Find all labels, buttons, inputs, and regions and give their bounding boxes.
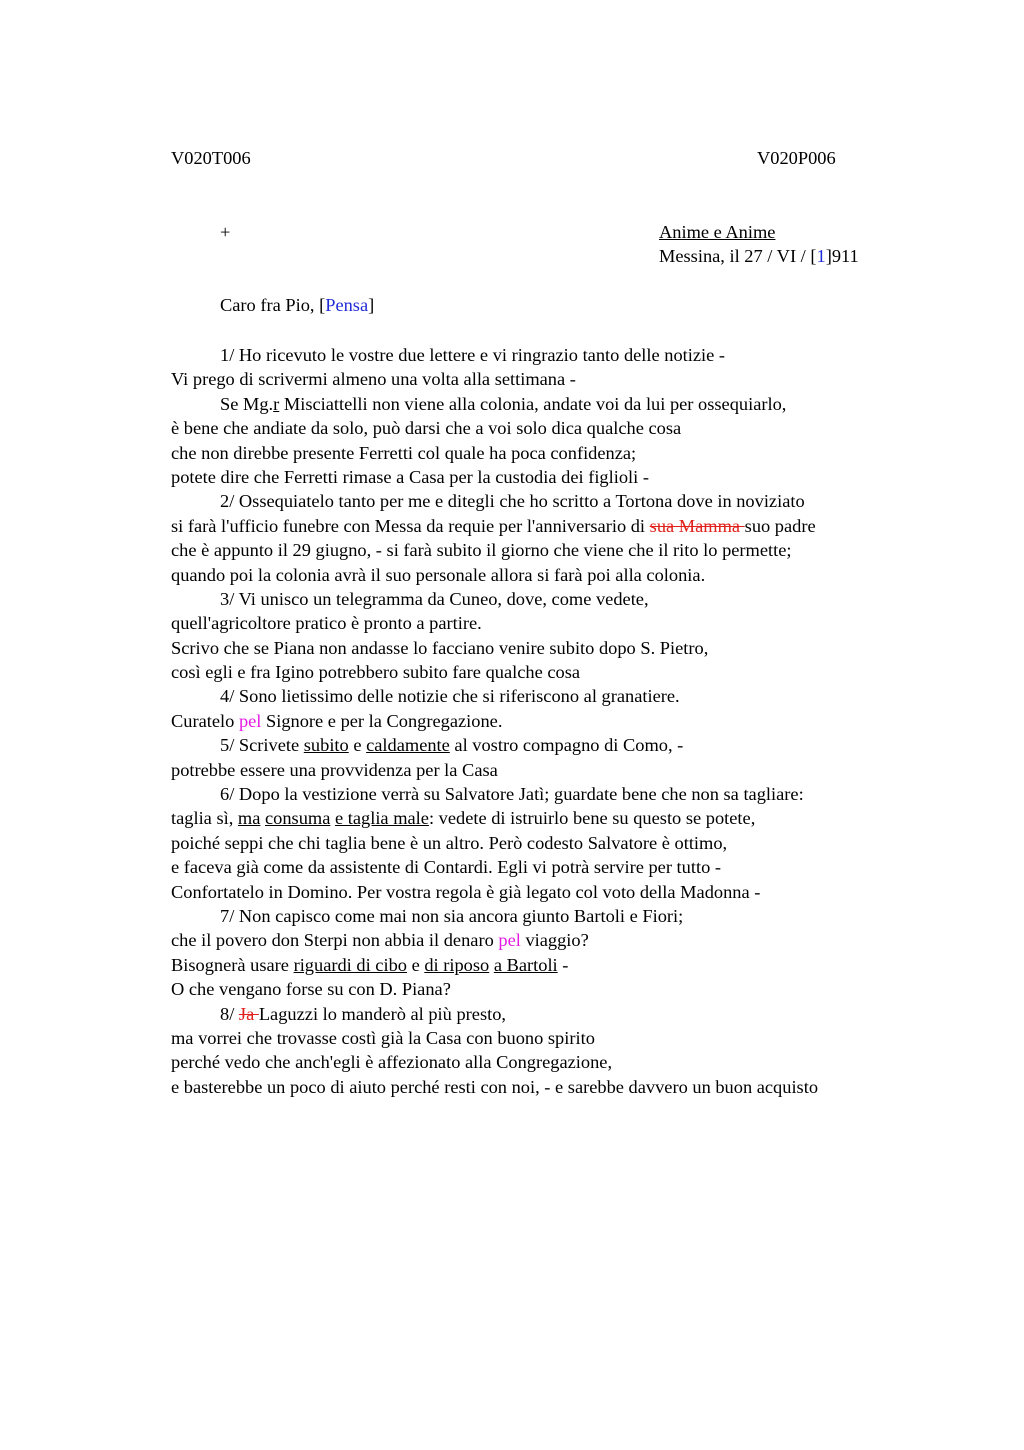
letter-body — [171, 343, 931, 1099]
right-archive-code: V020P006 — [757, 148, 836, 168]
line-segment: - — [557, 954, 569, 975]
body-line: poiché seppi che chi taglia bene è un altro. Però codesto Salvatore è ottimo, — [171, 832, 728, 853]
underlined-segment: a Bartoli — [493, 954, 558, 975]
line-segment: e — [406, 954, 425, 975]
body-line: ma vorrei che trovasse costì già la Casa con buono spirito — [171, 1027, 595, 1048]
line-segment: 8/ — [220, 1003, 239, 1024]
line-segment: Misciattelli non viene alla colonia, andate voi da lui per ossequiarlo, — [279, 393, 787, 414]
line-segment: 5/ Scrivete — [220, 735, 304, 756]
body-line: che non direbbe presente Ferretti col quale ha poca confidenza; — [171, 442, 637, 463]
body-line: è bene che andiate da solo, può darsi che a voi solo dica qualche cosa — [171, 418, 682, 439]
line-segment: Laguzzi lo manderò al più presto, — [258, 1003, 506, 1024]
body-line: che è appunto il 29 giugno, - si farà subito il giorno che viene che il rito lo permette; — [171, 540, 792, 561]
body-line: potrebbe essere una provvidenza per la Casa — [171, 759, 498, 780]
body-line: 7/ Non capisco come mai non sia ancora giunto Bartoli e Fiori; — [220, 905, 684, 926]
body-line: 3/ Vi unisco un telegramma da Cuneo, dove, come vedete, — [220, 588, 649, 609]
line-segment: si farà l'ufficio funebre con Messa da requie per l'anniversario di — [171, 515, 650, 536]
body-line: 6/ Dopo la vestizione verrà su Salvatore Jatì; guardate bene che non sa tagliare: — [220, 784, 804, 805]
line-segment: viaggio? — [520, 930, 589, 951]
body-line — [171, 514, 931, 538]
underlined-segment: consuma — [265, 808, 331, 829]
body-line: quando poi la colonia avrà il suo personale allora si farà poi alla colonia. — [171, 564, 706, 585]
underlined-segment: ma — [237, 808, 261, 829]
body-line: perché vedo che anch'egli è affezionato alla Congregazione, — [171, 1052, 613, 1073]
line-segment: Bisognerà usare — [171, 954, 294, 975]
line-segment: suo padre — [744, 515, 816, 536]
underlined-segment: riguardi di cibo — [293, 954, 407, 975]
underlined-segment: caldamente — [366, 735, 450, 756]
place-date — [659, 244, 859, 268]
line-segment: Signore e per la Congregazione. — [261, 710, 503, 731]
salutation-close: ] — [368, 295, 375, 315]
body-line: O che vengano forse su con D. Piana? — [171, 979, 451, 1000]
body-line — [171, 928, 931, 952]
underlined-segment: e taglia male — [334, 808, 429, 829]
salutation — [220, 293, 374, 317]
body-line: potete dire che Ferretti rimase a Casa per la custodia dei figlioli - — [171, 466, 649, 487]
line-segment: e — [348, 735, 367, 756]
body-line: e basterebbe un poco di aiuto perché resti con noi, - e sarebbe davvero un buon acquisto — [171, 1076, 819, 1097]
salutation-insert: Pensa — [325, 295, 369, 315]
salutation-text: Caro fra Pio, [ — [220, 295, 326, 315]
line-segment: Curatelo — [171, 710, 239, 731]
body-line — [171, 709, 931, 733]
highlighted-segment: pel — [498, 930, 521, 951]
line-segment: al vostro compagno di Como, - — [449, 735, 684, 756]
body-line: Vi prego di scrivermi almeno una volta alla settimana - — [171, 369, 576, 390]
cross-mark: + — [220, 222, 231, 242]
motto: Anime e Anime — [659, 222, 776, 242]
body-line — [171, 953, 931, 977]
deleted-segment: Ja — [238, 1003, 259, 1024]
underlined-segment: di riposo — [424, 954, 490, 975]
body-line: 2/ Ossequiatelo tanto per me e ditegli che ho scritto a Tortona dove in noviziato — [220, 491, 805, 512]
body-line — [171, 392, 931, 416]
highlighted-segment: pel — [238, 710, 262, 731]
body-line: e faceva già come da assistente di Contardi. Egli vi potrà servire per tutto - — [171, 857, 721, 878]
place-date-insert: 1 — [816, 246, 826, 266]
body-line — [171, 1002, 931, 1026]
line-segment: taglia sì, — [171, 808, 238, 829]
body-line — [171, 733, 931, 757]
underlined-segment: subito — [303, 735, 349, 756]
body-line: Confortatelo in Domino. Per vostra regola è già legato col voto della Madonna - — [171, 881, 761, 902]
body-line: 1/ Ho ricevuto le vostre due lettere e vi ringrazio tanto delle notizie - — [220, 345, 726, 365]
deleted-segment: sua Mamma — [649, 515, 745, 536]
body-line — [171, 806, 931, 830]
line-segment: che il povero don Sterpi non abbia il denaro — [171, 930, 499, 951]
body-line: quell'agricoltore pratico è pronto a partire. — [171, 613, 482, 634]
place-date-after: ]911 — [825, 246, 859, 266]
body-line: Scrivo che se Piana non andasse lo facciano venire subito dopo S. Pietro, — [171, 637, 709, 658]
underlined-segment: r — [273, 393, 280, 414]
place-date-before: Messina, il 27 / VI / [ — [659, 246, 817, 266]
left-archive-code: V020T006 — [171, 148, 251, 168]
line-segment: : vedete di istruirlo bene su questo se potete, — [428, 808, 756, 829]
line-segment: Se Mg. — [220, 393, 274, 414]
body-line: 4/ Sono lietissimo delle notizie che si riferiscono al granatiere. — [220, 686, 680, 707]
body-line: così egli e fra Igino potrebbero subito fare qualche cosa — [171, 662, 581, 683]
